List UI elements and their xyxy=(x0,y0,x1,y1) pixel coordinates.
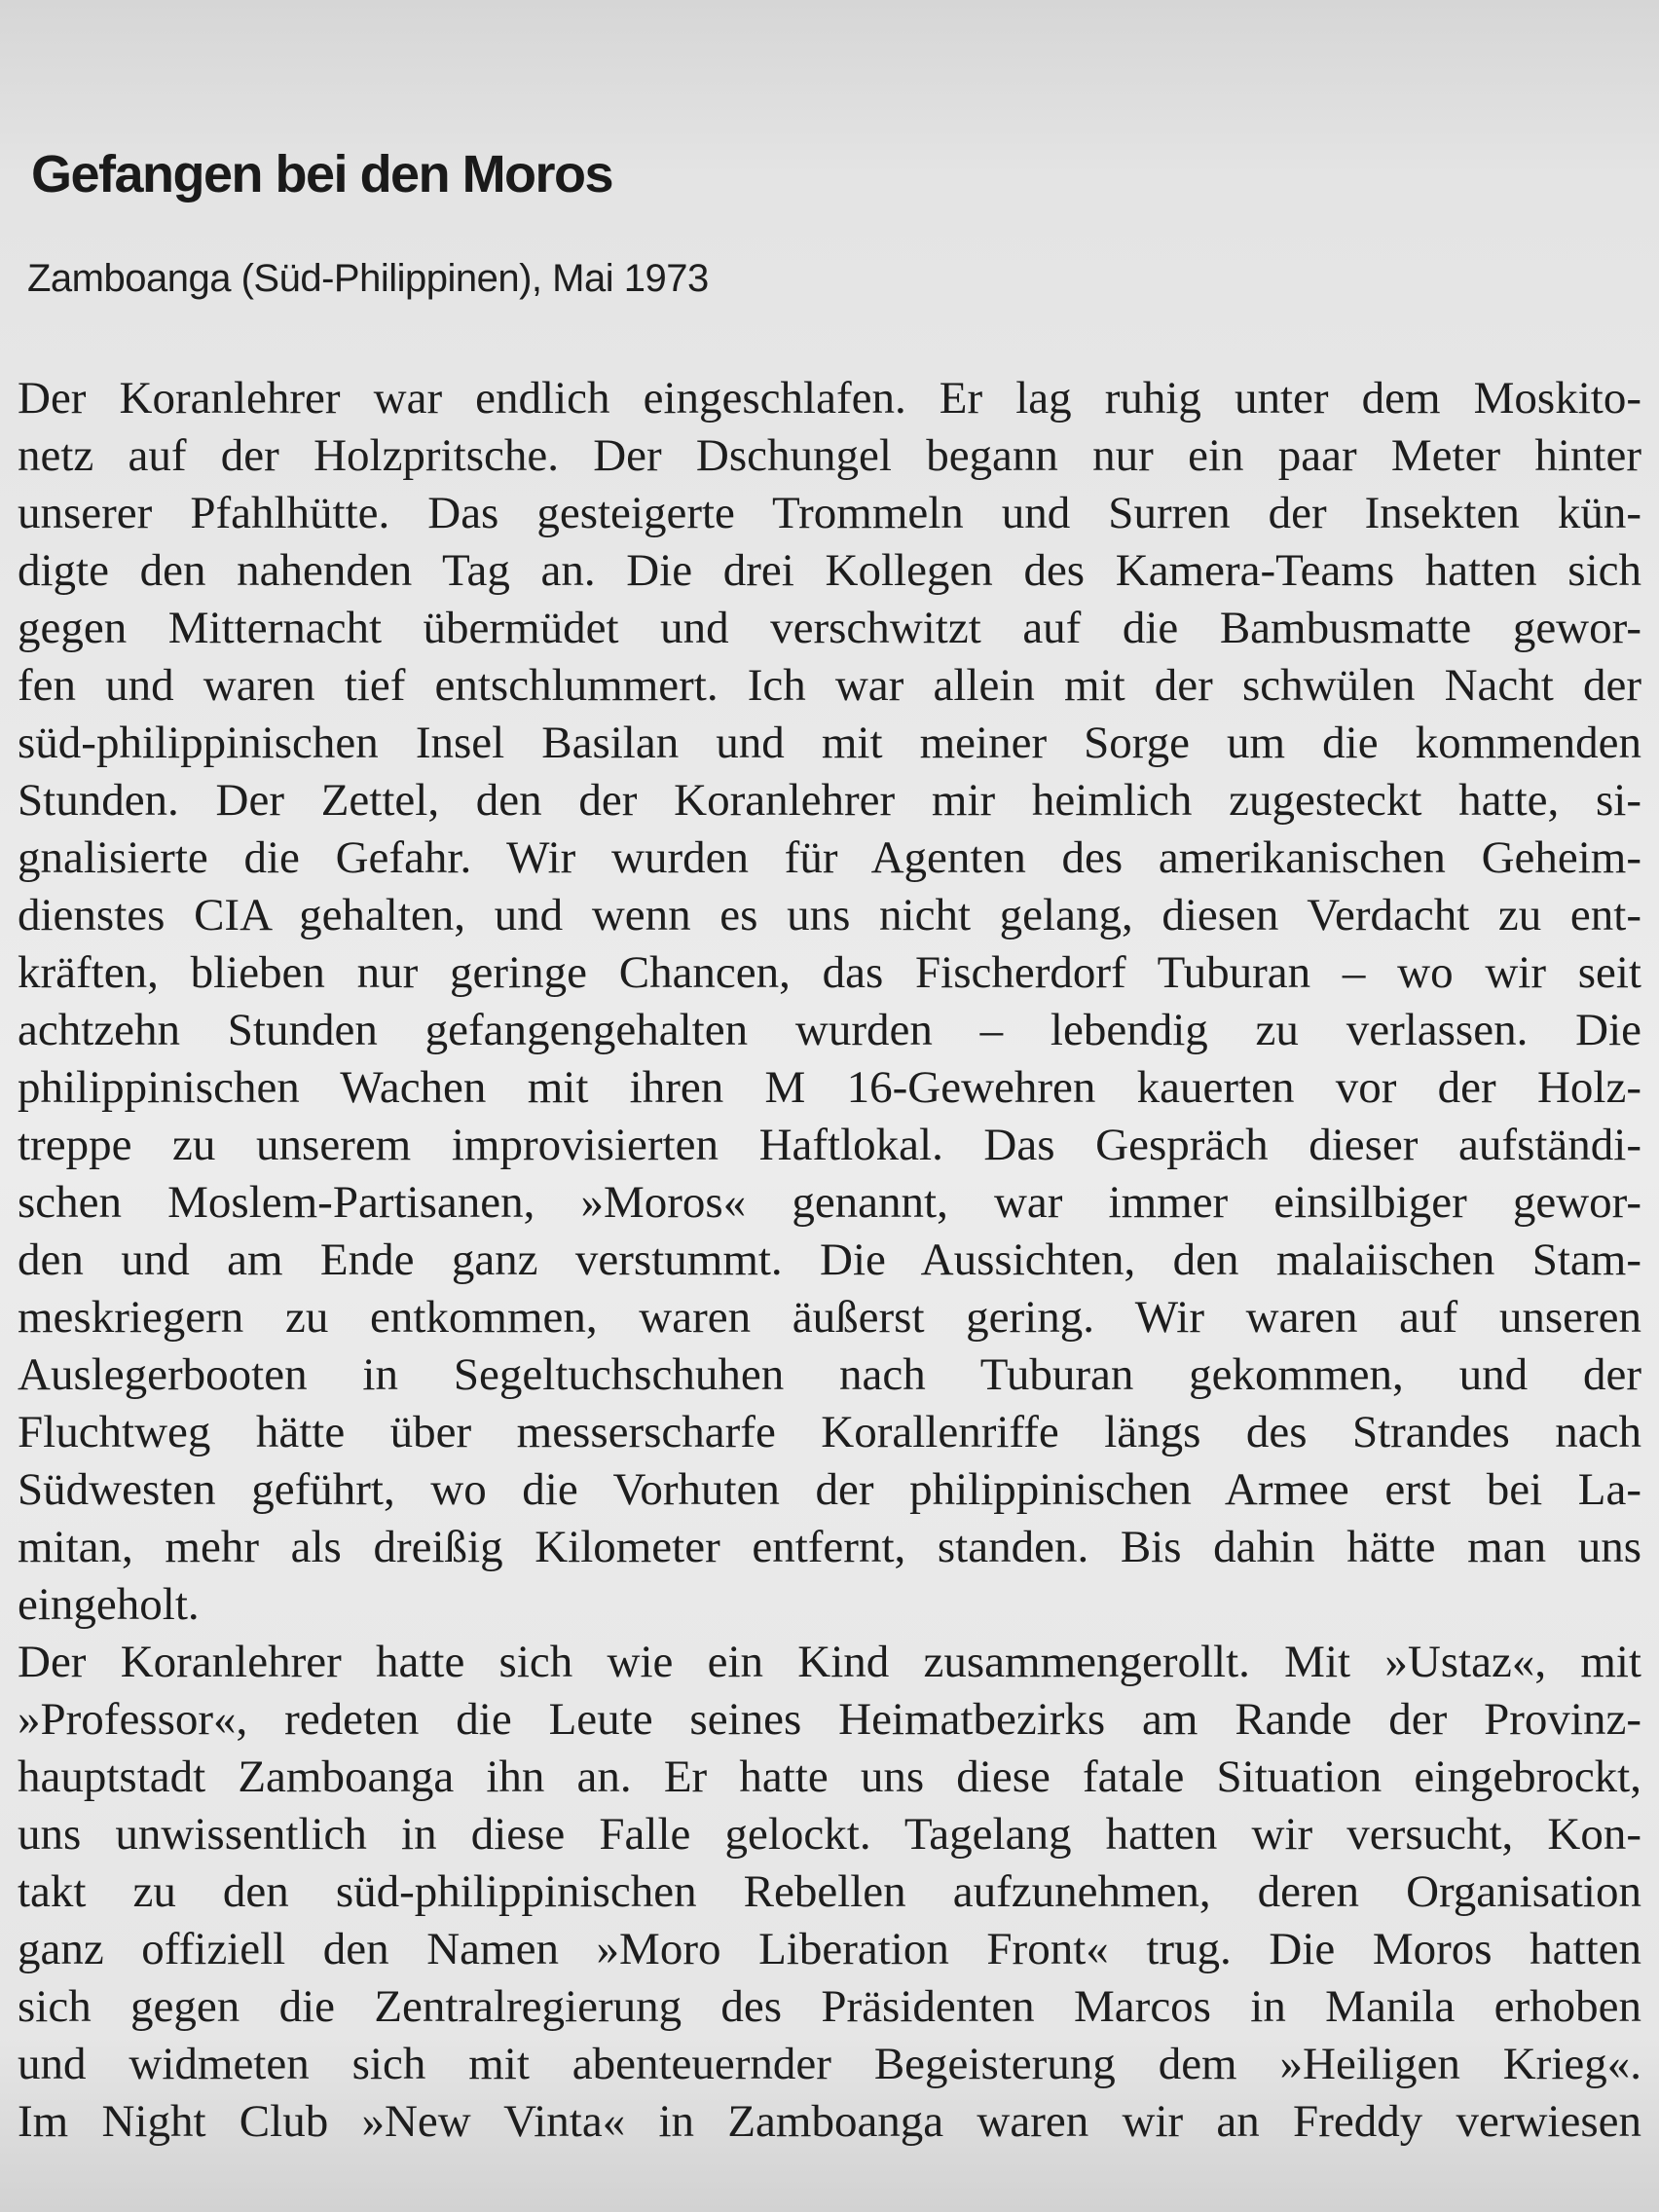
text-line: Stunden. Der Zettel, den der Koranlehrer mir heimlich zugesteckt hatte, si- xyxy=(18,775,1641,826)
text-line: hauptstadt Zamboanga ihn an. Er hatte uns diese fatale Situation eingebrockt, xyxy=(18,1751,1641,1802)
text-line: den und am Ende ganz verstummt. Die Aussichten, den malaiischen Stam- xyxy=(18,1235,1641,1285)
text-line: Der Koranlehrer war endlich eingeschlafen. Er lag ruhig unter dem Moskito- xyxy=(18,373,1641,424)
text-line: treppe zu unserem improvisierten Haftlokal. Das Gespräch dieser aufständi- xyxy=(18,1120,1641,1170)
text-line: süd-philippinischen Insel Basilan und mit meiner Sorge um die kommenden xyxy=(18,718,1641,768)
text-line: sich gegen die Zentralregierung des Präsidenten Marcos in Manila erhoben xyxy=(18,1981,1641,2032)
text-line: ganz offiziell den Namen »Moro Liberation Front« trug. Die Moros hatten xyxy=(18,1924,1641,1974)
bleed-through-text xyxy=(117,0,1636,78)
text-line: »Professor«, redeten die Leute seines Heimatbezirks am Rande der Provinz- xyxy=(18,1694,1641,1745)
text-line: Auslegerbooten in Segeltuchschuhen nach Tuburan gekommen, und der xyxy=(18,1349,1641,1400)
paragraph-1 xyxy=(18,370,1641,1634)
chapter-title: Gefangen bei den Moros xyxy=(31,145,613,203)
text-line: digte den nahenden Tag an. Die drei Kollegen des Kamera-Teams hatten sich xyxy=(18,545,1641,596)
text-line: schen Moslem-Partisanen, »Moros« genannt, war immer einsilbiger gewor- xyxy=(18,1177,1641,1228)
watermark xyxy=(0,2173,584,2212)
text-line: takt zu den süd-philippinischen Rebellen aufzunehmen, deren Organisation xyxy=(18,1866,1641,1917)
paragraph-2 xyxy=(18,1634,1641,2151)
text-line: fen und waren tief entschlummert. Ich war allein mit der schwülen Nacht der xyxy=(18,660,1641,711)
text-line: Der Koranlehrer hatte sich wie ein Kind zusammengerollt. Mit »Ustaz«, mit xyxy=(18,1637,1641,1687)
text-line: netz auf der Holzpritsche. Der Dschungel begann nur ein paar Meter hinter xyxy=(18,430,1641,481)
chapter-dateline: Zamboanga (Süd-Philippinen), Mai 1973 xyxy=(27,257,709,300)
text-line: unserer Pfahlhütte. Das gesteigerte Trommeln und Surren der Insekten kün- xyxy=(18,488,1641,538)
text-line: dienstes CIA gehalten, und wenn es uns nicht gelang, diesen Verdacht zu ent- xyxy=(18,890,1641,940)
text-line: eingeholt. xyxy=(18,1579,200,1630)
text-line: meskriegern zu entkommen, waren äußerst gering. Wir waren auf unseren xyxy=(18,1292,1641,1343)
body-text xyxy=(18,370,1641,2151)
text-line: kräften, blieben nur geringe Chancen, das Fischerdorf Tuburan – wo wir seit xyxy=(18,947,1641,998)
text-line: uns unwissentlich in diese Falle gelockt. Tagelang hatten wir versucht, Kon- xyxy=(18,1809,1641,1860)
text-line: mitan, mehr als dreißig Kilometer entfernt, standen. Bis dahin hätte man uns xyxy=(18,1522,1641,1572)
text-line: und widmeten sich mit abenteuernder Begeisterung dem »Heiligen Krieg«. xyxy=(18,2039,1641,2089)
text-line: Fluchtweg hätte über messerscharfe Korallenriffe längs des Strandes nach xyxy=(18,1407,1641,1457)
text-line: philippinischen Wachen mit ihren M 16-Gewehren kauerten vor der Holz- xyxy=(18,1062,1641,1113)
text-line: Südwesten geführt, wo die Vorhuten der philippinischen Armee erst bei La- xyxy=(18,1464,1641,1515)
text-line: achtzehn Stunden gefangengehalten wurden – lebendig zu verlassen. Die xyxy=(18,1005,1641,1055)
text-line: Im Night Club »New Vinta« in Zamboanga waren wir an Freddy verwiesen xyxy=(18,2096,1641,2147)
text-line: gnalisierte die Gefahr. Wir wurden für Agenten des amerikanischen Geheim- xyxy=(18,832,1641,883)
text-line: gegen Mitternacht übermüdet und verschwitzt auf die Bambusmatte gewor- xyxy=(18,603,1641,653)
